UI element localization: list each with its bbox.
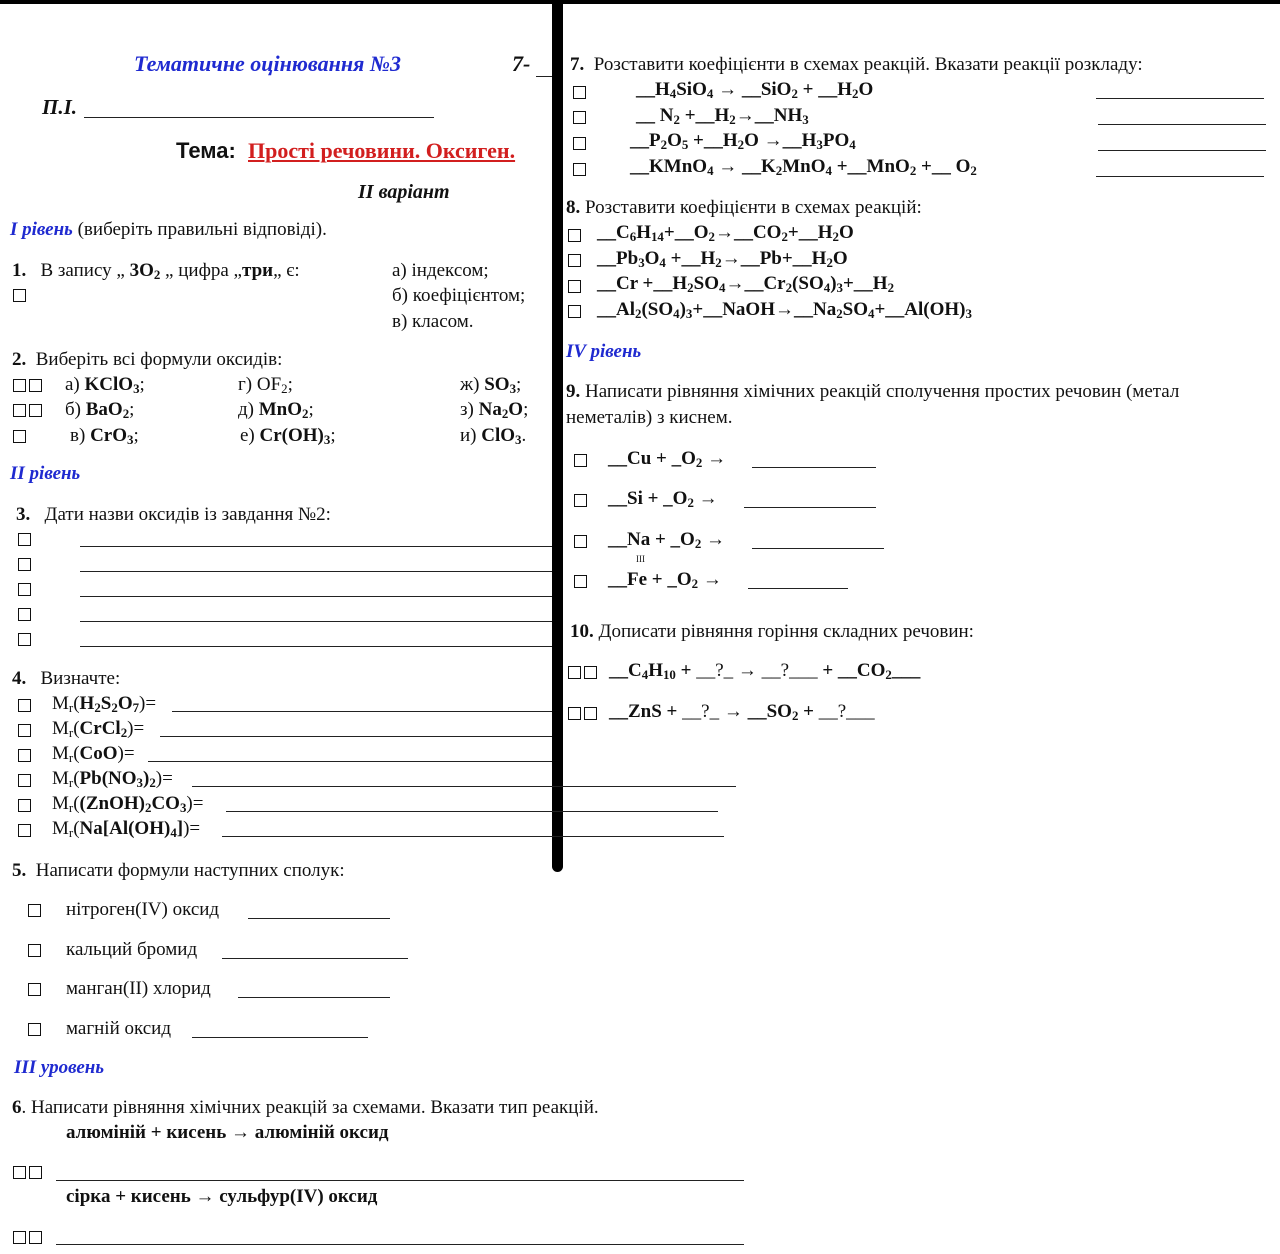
q10-reaction-1: $\_\_C_4H_{10}$ + __?_ → __?___ + $\_\_CO_2\_\_\_$	[609, 660, 921, 683]
q9-answer-line-1[interactable]	[752, 467, 876, 468]
q5-item-1: нітроген(IV) оксид	[66, 899, 220, 920]
q9-reaction-3: __Na + $\_O_2$ →	[608, 529, 726, 552]
q4-item-6: $M_r(Na[Al(OH)_4])=$	[52, 818, 201, 841]
level4-heading: IV рівень	[566, 341, 642, 362]
q3-checkbox-2[interactable]	[18, 555, 31, 576]
q3-answer-line-4[interactable]	[80, 621, 552, 622]
q2-checkboxes-row3[interactable]	[13, 427, 26, 448]
q4-checkbox-5[interactable]	[18, 796, 31, 817]
q10-checkboxes-1[interactable]	[568, 663, 597, 684]
q8-reaction-1: $\_\_C_6H_{14}+\_\_O_2\to\_\_CO_2+\_\_H_2O$	[597, 222, 854, 245]
grade-label: 7-	[512, 51, 531, 76]
q5-item-3: манган(II) хлорид	[66, 978, 211, 999]
q6-checkboxes-2[interactable]	[13, 1228, 42, 1249]
q5-item-4: магній оксид	[66, 1018, 172, 1039]
q8-reaction-3: __Cr $+\_\_H_2SO_4\to\_\_Cr_2(SO_4)_3+\_\_H_2$	[597, 273, 895, 296]
q2-text: 2. Виберіть всі формули оксидів:	[12, 349, 283, 370]
q2-option-b: б) BaO$_2$;	[65, 399, 135, 422]
q7-text: 7. Розставити коефіцієнти в схемах реакцій. Вказати реакції розкладу:	[570, 54, 1143, 75]
q2-option-f: е) $Cr(OH)_3$;	[240, 425, 336, 448]
q8-checkbox-2[interactable]	[568, 251, 581, 272]
q2-option-i: и) ClO$_3$.	[460, 425, 527, 448]
q9-text: 9. Написати рівняння хімічних реакцій сполучення простих речовин (метал	[566, 381, 1180, 402]
q8-text: 8. Розставити коефіцієнти в схемах реакцій:	[566, 197, 922, 218]
q7-reaction-4: __KMnO$_4$ → $\_\_K_2MnO_4$ +__MnO$_2$ +__ $O_2$	[630, 156, 977, 179]
q4-item-4: $M_r(Pb(NO_3)_2)=$	[52, 768, 173, 791]
q2-checkboxes-row2[interactable]	[13, 401, 42, 422]
q4-answer-line-3[interactable]	[148, 761, 552, 762]
q1-checkbox[interactable]	[13, 286, 26, 307]
q9-answer-line-3[interactable]	[752, 548, 884, 549]
q4-answer-line-5[interactable]	[226, 811, 718, 812]
q4-item-3: $M_r(CoO)=$	[52, 743, 135, 766]
q7-checkbox-2[interactable]	[573, 108, 586, 129]
q8-checkbox-4[interactable]	[568, 302, 581, 323]
q3-checkbox-3[interactable]	[18, 580, 31, 601]
q9-checkbox-1[interactable]	[574, 451, 587, 472]
q1-text: 1. В запису „ $3O_2$ „ цифра „три„ є:	[12, 260, 300, 283]
q6-scheme-1: алюміній + кисень → алюміній оксид	[66, 1122, 389, 1143]
q10-reaction-2: __ZnS + __?_ → $\_\_SO_2$ + __?___	[609, 701, 875, 724]
q4-answer-line-6[interactable]	[222, 836, 724, 837]
q2-option-e: д) MnO$_2$;	[238, 399, 314, 422]
topic-value: Прості речовини. Оксиген.	[248, 138, 516, 163]
q4-checkbox-3[interactable]	[18, 746, 31, 767]
q9-answer-line-4[interactable]	[748, 588, 848, 589]
q9-reaction-1: __Cu + $\_O_2$ →	[608, 448, 727, 471]
q5-checkbox-3[interactable]	[28, 980, 41, 1001]
q5-checkbox-2[interactable]	[28, 941, 41, 962]
q7-checkbox-4[interactable]	[573, 160, 586, 181]
level3-heading: ІІІ уровень	[14, 1057, 105, 1078]
q3-answer-line-5[interactable]	[80, 646, 552, 647]
q3-checkbox-1[interactable]	[18, 530, 31, 551]
q3-checkbox-4[interactable]	[18, 605, 31, 626]
q7-answer-line-1[interactable]	[1096, 98, 1264, 99]
q8-reaction-2: $\_\_Pb_3O_4$ $+\_\_H_2\to\_\_Pb+\_\_H_2O$	[597, 248, 848, 271]
q7-reaction-2: __ $N_2$ $+\_\_H_2\to\_\_NH_3$	[636, 105, 809, 128]
q4-checkbox-2[interactable]	[18, 721, 31, 742]
q4-checkbox-1[interactable]	[18, 696, 31, 717]
q8-checkbox-3[interactable]	[568, 277, 581, 298]
variant-label: ІІ варіант	[358, 181, 450, 203]
q5-answer-line-2[interactable]	[222, 958, 408, 959]
q2-checkboxes-row1[interactable]	[13, 376, 42, 397]
q7-reaction-3: $\_\_P_2O_5$ $+\_\_H_2O$ $\to\_\_H_3PO_4$	[630, 130, 856, 153]
q9-checkbox-4[interactable]	[574, 572, 587, 593]
page-fold-divider	[552, 0, 563, 872]
grade-line	[536, 76, 552, 77]
q2-option-g: ж) $SO_3$;	[460, 374, 522, 397]
q3-answer-line-1[interactable]	[80, 546, 552, 547]
top-border	[0, 0, 1280, 4]
q4-answer-line-4[interactable]	[192, 786, 736, 787]
q7-checkbox-1[interactable]	[573, 83, 586, 104]
q9-checkbox-3[interactable]	[574, 532, 587, 553]
q7-answer-line-3[interactable]	[1098, 150, 1266, 151]
q9-reaction-4: __Fe + $\_O_2$ →	[608, 569, 722, 592]
q4-item-1: $M_r(H_2S_2O_7)=$	[52, 693, 157, 716]
q6-scheme-2: сірка + кисень → сульфур(IV) оксид	[66, 1186, 378, 1207]
q5-answer-line-3[interactable]	[238, 997, 390, 998]
q4-item-5: $M_r((ZnOH)_2CO_3)=$	[52, 793, 204, 816]
q2-option-c: в) CrO$_3$;	[70, 425, 139, 448]
q2-option-h: з) $Na_2O$;	[460, 399, 529, 422]
name-field[interactable]	[84, 117, 434, 118]
pi-label: П.І.	[42, 95, 78, 119]
q5-checkbox-1[interactable]	[28, 901, 41, 922]
worksheet-title: Тематичне оцінювання №3	[134, 51, 401, 76]
q2-option-a: а) KClO$_3$;	[65, 374, 145, 397]
level2-heading: ІІ рівень	[10, 463, 81, 484]
q4-answer-line-1[interactable]	[172, 711, 552, 712]
fe-valence-label: III	[636, 554, 645, 564]
q1-option-c: в) класом.	[392, 311, 474, 332]
q5-answer-line-1[interactable]	[248, 918, 390, 919]
q5-answer-line-4[interactable]	[192, 1037, 368, 1038]
q7-answer-line-2[interactable]	[1098, 124, 1266, 125]
q7-reaction-1: $\_\_H_4SiO_4$ → __SiO$_2$ + $\_\_H_2O$	[636, 79, 874, 102]
q8-reaction-4: $\_\_Al_2(SO_4)_3+\_\_NaOH\to\_\_Na_2SO_4+\_\_Al(OH)_3$	[597, 299, 972, 322]
q4-item-2: $M_r(CrCl_2)=$	[52, 718, 145, 741]
q9-text-continued: неметалів) з киснем.	[566, 407, 733, 428]
q3-text: 3. Дати назви оксидів із завдання №2:	[16, 504, 331, 525]
q10-checkboxes-2[interactable]	[568, 704, 597, 725]
q1-option-b: б) коефіцієнтом;	[392, 285, 526, 306]
q4-answer-line-2[interactable]	[160, 736, 552, 737]
q3-checkbox-5[interactable]	[18, 630, 31, 651]
q8-checkbox-1[interactable]	[568, 226, 581, 247]
topic-label: Тема:	[176, 138, 236, 163]
level1-heading: І рівень (виберіть правильні відповіді).	[10, 219, 327, 240]
q4-checkbox-6[interactable]	[18, 821, 31, 842]
q4-text: 4. Визначте:	[12, 668, 121, 689]
q6-answer-line-1[interactable]	[56, 1180, 744, 1181]
q6-checkboxes-1[interactable]	[13, 1163, 42, 1184]
q6-answer-line-2[interactable]	[56, 1244, 744, 1245]
q2-option-d: г) $OF_2$;	[238, 374, 293, 397]
q4-checkbox-4[interactable]	[18, 771, 31, 792]
q6-text: 6. Написати рівняння хімічних реакцій за схемами. Вказати тип реакцій.	[12, 1097, 599, 1118]
q1-option-a: а) індексом;	[392, 260, 489, 281]
q7-checkbox-3[interactable]	[573, 134, 586, 155]
q10-text: 10. Дописати рівняння горіння складних речовин:	[570, 621, 974, 642]
q5-item-2: кальций бромид	[66, 939, 198, 960]
q9-reaction-2: __Si + $\_O_2$ →	[608, 488, 718, 511]
q3-answer-line-3[interactable]	[80, 596, 552, 597]
q5-checkbox-4[interactable]	[28, 1020, 41, 1041]
q9-answer-line-2[interactable]	[744, 507, 876, 508]
q9-checkbox-2[interactable]	[574, 491, 587, 512]
q3-answer-line-2[interactable]	[80, 571, 552, 572]
q7-answer-line-4[interactable]	[1096, 176, 1264, 177]
q5-text: 5. Написати формули наступних сполук:	[12, 860, 345, 881]
